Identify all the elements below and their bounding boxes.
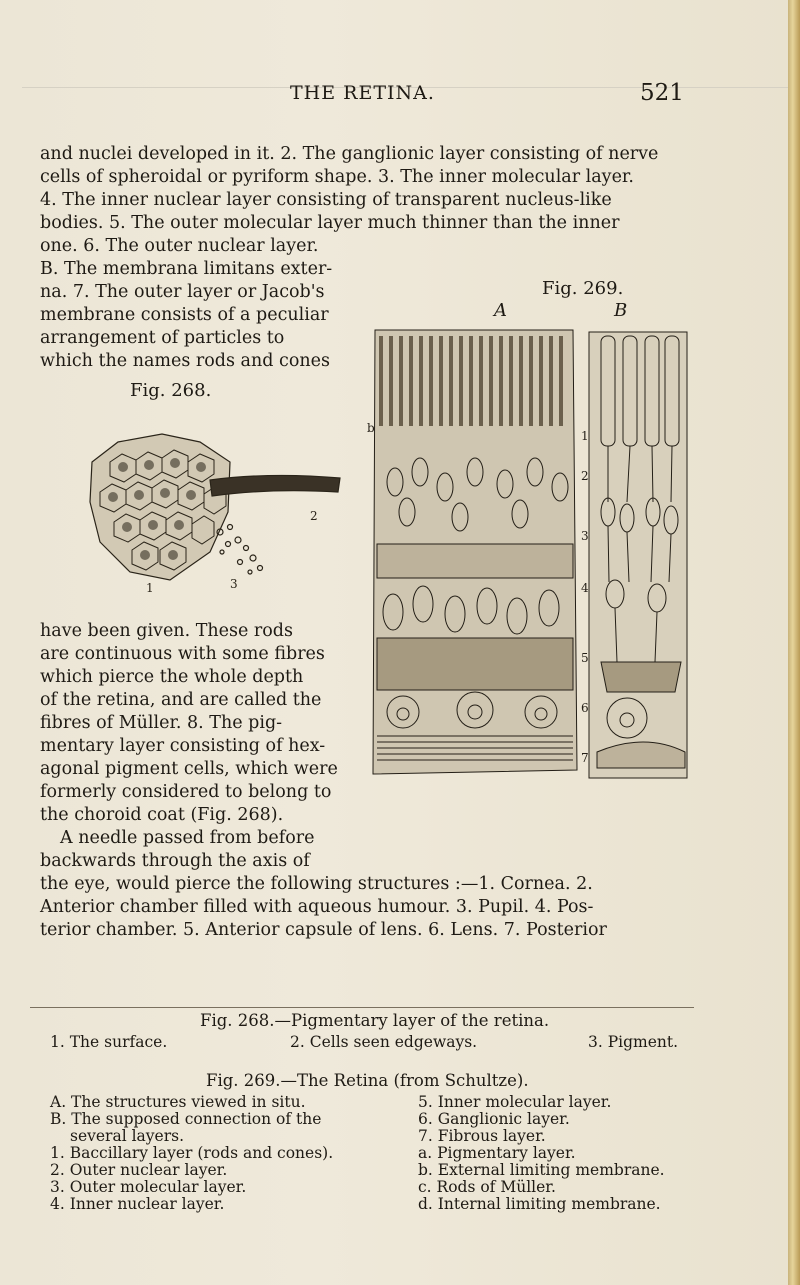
fig269-mark-4: 4 xyxy=(581,581,589,595)
fig269-mark-5: 5 xyxy=(581,651,589,665)
caption-269-left-item: several layers. xyxy=(70,1127,185,1145)
text-line: mentary layer consisting of hex- xyxy=(40,736,326,756)
text-line: B. The membrana limitans exter- xyxy=(40,259,333,279)
fig269-mark-b: b xyxy=(367,421,375,435)
text-line: and nuclei developed in it. 2. The ganglionic layer consisting of nerve xyxy=(40,144,659,164)
text-line: terior chamber. 5. Anterior capsule of lens. 6. Lens. 7. Posterior xyxy=(40,920,607,940)
fig268-mark-3: 3 xyxy=(230,577,238,591)
caption-269-left-item: A. The structures viewed in situ. xyxy=(50,1093,306,1111)
caption-269-right-item: 5. Inner molecular layer. xyxy=(418,1093,612,1111)
text-line: agonal pigment cells, which were xyxy=(40,759,338,779)
text-line: membrane consists of a peculiar xyxy=(40,305,329,325)
caption-269-right-item: 7. Fibrous layer. xyxy=(418,1127,546,1145)
text-line: formerly considered to belong to xyxy=(40,782,332,802)
text-line: have been given. These rods xyxy=(40,621,293,641)
caption-269-left-item: 4. Inner nuclear layer. xyxy=(50,1195,225,1213)
caption-269-left-item: B. The supposed connection of the xyxy=(50,1110,322,1128)
text-line: bodies. 5. The outer molecular layer much thinner than the inner xyxy=(40,213,620,233)
caption-separator xyxy=(30,1007,694,1008)
fig269-mark-1: 1 xyxy=(581,429,589,443)
fig269-col-a: A xyxy=(494,300,507,321)
page-header xyxy=(0,82,720,112)
caption-269-right-item: c. Rods of Müller. xyxy=(418,1178,556,1196)
fig269-mark-7: 7 xyxy=(581,751,589,765)
caption-269-right-item: a. Pigmentary layer. xyxy=(418,1144,576,1162)
caption-269-right-item: 6. Ganglionic layer. xyxy=(418,1110,570,1128)
text-line: the eye, would pierce the following structures :—1. Cornea. 2. xyxy=(40,874,593,894)
book-gutter xyxy=(788,0,800,1285)
caption-269-right-item: d. Internal limiting membrane. xyxy=(418,1195,661,1213)
text-line: A needle passed from before xyxy=(60,828,315,848)
text-line: of the retina, and are called the xyxy=(40,690,322,710)
page-number: 521 xyxy=(640,80,684,106)
text-line: are continuous with some fibres xyxy=(40,644,325,664)
caption-269-right-item: b. External limiting membrane. xyxy=(418,1161,665,1179)
fig269-label: Fig. 269. xyxy=(542,278,624,299)
caption-269-left-item: 3. Outer molecular layer. xyxy=(50,1178,247,1196)
text-line: 4. The inner nuclear layer consisting of transparent nucleus-like xyxy=(40,190,612,210)
text-line: Anterior chamber filled with aqueous humour. 3. Pupil. 4. Pos- xyxy=(40,897,594,917)
fig268-illustration xyxy=(70,402,360,602)
fig269-mark-6: 6 xyxy=(581,701,589,715)
caption-269-left-item: 2. Outer nuclear layer. xyxy=(50,1161,228,1179)
caption-268-title: Fig. 268.—Pigmentary layer of the retina. xyxy=(200,1011,550,1030)
caption-269 xyxy=(0,1072,790,1242)
fig269-mark-2: 2 xyxy=(581,469,589,483)
caption-268-item: 1. The surface. xyxy=(50,1033,168,1051)
text-line: the choroid coat (Fig. 268). xyxy=(40,805,284,825)
caption-268-item: 3. Pigment. xyxy=(588,1033,679,1051)
running-head: THE RETINA. xyxy=(290,82,435,104)
fig268-mark-2: 2 xyxy=(310,509,318,523)
caption-268-item: 2. Cells seen edgeways. xyxy=(290,1033,478,1051)
caption-269-left-item: 1. Baccillary layer (rods and cones). xyxy=(50,1144,334,1162)
text-line: one. 6. The outer nuclear layer. xyxy=(40,236,319,256)
text-line: na. 7. The outer layer or Jacob's xyxy=(40,282,325,302)
text-line: which pierce the whole depth xyxy=(40,667,304,687)
fig268-label: Fig. 268. xyxy=(130,380,212,401)
text-line: backwards through the axis of xyxy=(40,851,310,871)
fig268-mark-1: 1 xyxy=(146,581,154,595)
text-line: cells of spheroidal or pyriform shape. 3. The inner molecular layer. xyxy=(40,167,634,187)
text-line: fibres of Müller. 8. The pig- xyxy=(40,713,283,733)
text-line: arrangement of particles to xyxy=(40,328,285,348)
fig269-col-b: B xyxy=(614,300,628,321)
text-line: which the names rods and cones xyxy=(40,351,330,371)
fig269-illustration xyxy=(365,322,695,792)
fig269-mark-3: 3 xyxy=(581,529,589,543)
caption-269-title: Fig. 269.—The Retina (from Schultze). xyxy=(206,1071,529,1090)
caption-268 xyxy=(0,1012,790,1072)
